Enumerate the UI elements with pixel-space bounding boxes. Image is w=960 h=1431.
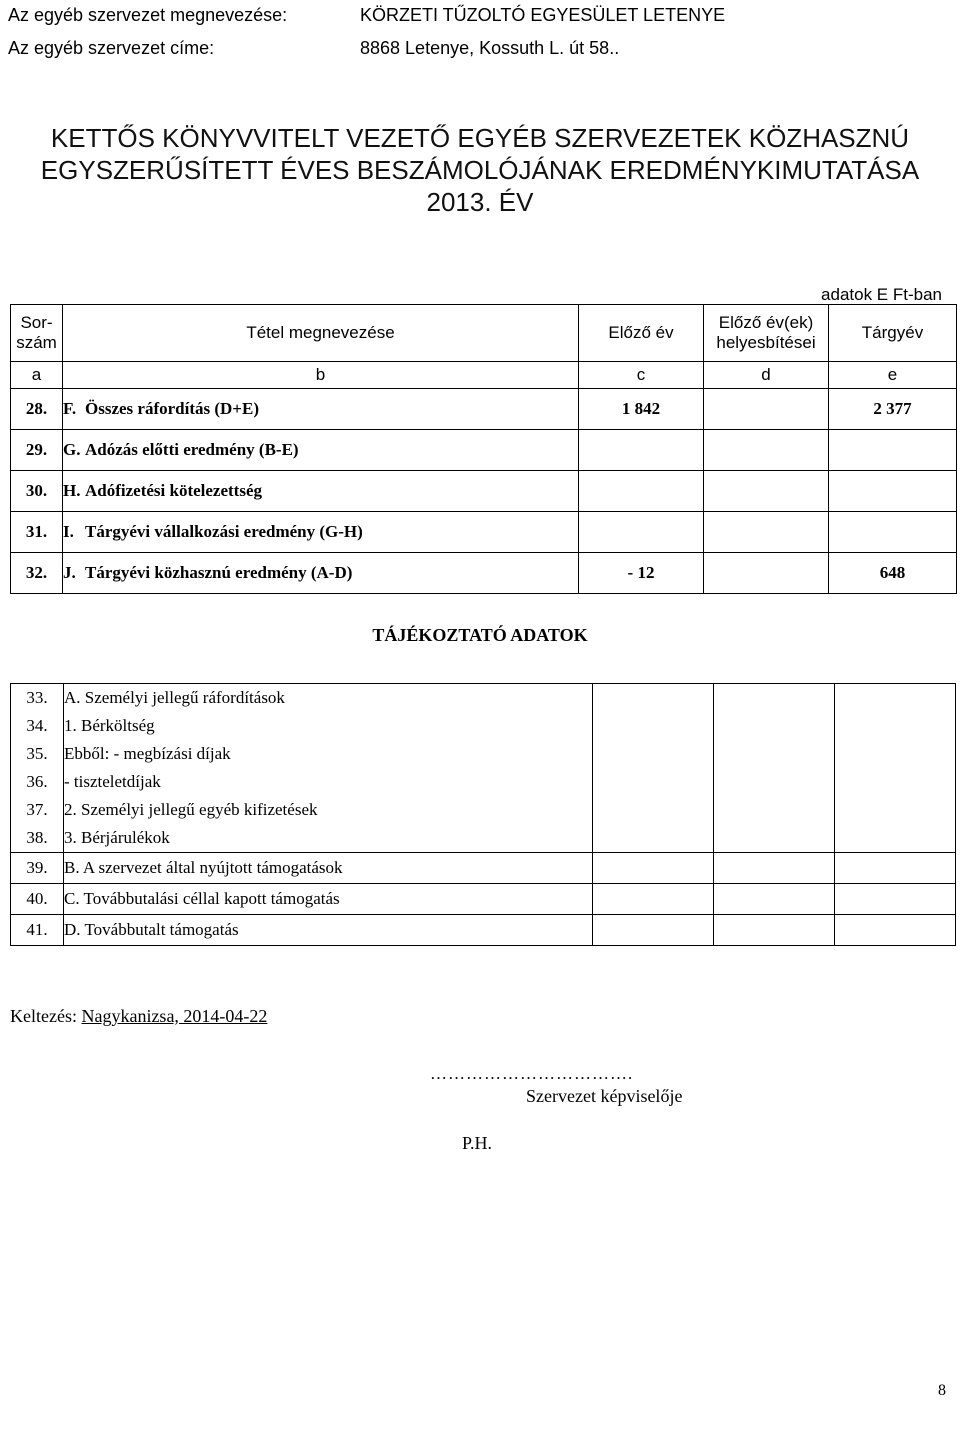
row-curr-value: 648 <box>829 553 957 594</box>
info-row-text: 2. Személyi jellegű egyéb kifizetések <box>64 796 593 824</box>
info-table <box>10 683 956 946</box>
info-cell <box>714 796 835 824</box>
info-row-text: C. Továbbutalási céllal kapott támogatás <box>64 884 593 915</box>
info-cell <box>714 824 835 853</box>
info-row-number: 40. <box>11 884 64 915</box>
row-number: 30. <box>11 471 63 512</box>
info-cell <box>593 853 714 884</box>
unit-note: adatok E Ft-ban <box>821 285 942 304</box>
info-cell <box>714 712 835 740</box>
info-cell <box>835 684 956 713</box>
row-prev-value <box>579 430 704 471</box>
stamp-placeholder: P.H. <box>462 1133 493 1153</box>
info-row-number: 41. <box>11 915 64 946</box>
col-sorszam-line2: szám <box>16 333 57 352</box>
row-number: 32. <box>11 553 63 594</box>
row-corr-value <box>704 389 829 430</box>
info-row-text: 3. Bérjárulékok <box>64 824 593 853</box>
info-row <box>11 712 956 740</box>
info-row-text: - tiszteletdíjak <box>64 768 593 796</box>
row-text: Adófizetési kötelezettség <box>85 481 263 500</box>
row-number: 28. <box>11 389 63 430</box>
row-prev-value <box>579 471 704 512</box>
row-text: Összes ráfordítás (D+E) <box>85 399 259 418</box>
info-cell <box>714 853 835 884</box>
col-helyesbites-header <box>704 305 829 362</box>
org-name-label: Az egyéb szervezet megnevezése: <box>8 5 288 25</box>
info-row <box>11 884 956 915</box>
report-title-year: 2013. ÉV <box>426 187 534 217</box>
letter-cell: d <box>704 362 829 389</box>
org-name-value: KÖRZETI TŰZOLTÓ EGYESÜLET LETENYE <box>360 5 726 25</box>
info-row-number: 35. <box>11 740 64 768</box>
info-row-number: 34. <box>11 712 64 740</box>
row-number: 29. <box>11 430 63 471</box>
row-prev-value: - 12 <box>579 553 704 594</box>
signature-line: ……………………………. <box>430 1064 634 1083</box>
report-title-line2: EGYSZERŰSÍTETT ÉVES BESZÁMOLÓJÁNAK EREDMÉNYKIMUTATÁSA <box>40 155 920 185</box>
info-cell <box>593 915 714 946</box>
info-row-text: Ebből: - megbízási díjak <box>64 740 593 768</box>
table-header-row <box>11 305 957 362</box>
info-cell <box>835 712 956 740</box>
info-cell <box>593 684 714 713</box>
date-value: Nagykanizsa, 2014-04-22 <box>81 1006 268 1026</box>
col-sorszam-header <box>11 305 63 362</box>
info-row-number: 38. <box>11 824 64 853</box>
signature-label: Szervezet képviselője <box>526 1086 683 1106</box>
row-label <box>63 389 579 430</box>
row-label <box>63 512 579 553</box>
letter-cell: e <box>829 362 957 389</box>
col-elozo-header: Előző év <box>579 305 704 362</box>
info-cell <box>593 768 714 796</box>
row-curr-value <box>829 430 957 471</box>
row-letter: J. <box>63 563 76 582</box>
date-line <box>10 1006 267 1027</box>
row-number: 31. <box>11 512 63 553</box>
info-row-text: B. A szervezet által nyújtott támogatások <box>64 853 593 884</box>
col-sorszam-line1: Sor- <box>20 313 53 332</box>
info-row-number: 39. <box>11 853 64 884</box>
info-row <box>11 915 956 946</box>
col-helyesbites-line1: Előző év(ek) <box>718 313 814 332</box>
info-cell <box>835 915 956 946</box>
org-address-value: 8868 Letenye, Kossuth L. út 58.. <box>360 38 620 58</box>
row-corr-value <box>704 512 829 553</box>
info-cell <box>593 884 714 915</box>
col-tetel-header: Tétel megnevezése <box>63 305 579 362</box>
info-row-text: D. Továbbutalt támogatás <box>64 915 593 946</box>
info-cell <box>714 740 835 768</box>
letter-cell: a <box>11 362 63 389</box>
row-text: Tárgyévi közhasznú eredmény (A-D) <box>85 563 353 582</box>
info-row-number: 33. <box>11 684 64 713</box>
row-label <box>63 430 579 471</box>
row-corr-value <box>704 430 829 471</box>
row-text: Tárgyévi vállalkozási eredmény (G-H) <box>85 522 363 541</box>
col-targyev-header: Tárgyév <box>829 305 957 362</box>
info-cell <box>835 768 956 796</box>
row-label <box>63 553 579 594</box>
info-row <box>11 740 956 768</box>
row-corr-value <box>704 471 829 512</box>
row-prev-value: 1 842 <box>579 389 704 430</box>
info-row-text: 1. Bérköltség <box>64 712 593 740</box>
row-letter: H. <box>63 481 81 500</box>
row-letter: F. <box>63 399 77 418</box>
letter-cell: b <box>63 362 579 389</box>
table-row <box>11 553 957 594</box>
info-heading: TÁJÉKOZTATÓ ADATOK <box>372 625 588 645</box>
row-curr-value <box>829 512 957 553</box>
info-cell <box>714 884 835 915</box>
info-cell <box>593 712 714 740</box>
row-curr-value <box>829 471 957 512</box>
info-cell <box>714 915 835 946</box>
info-cell <box>714 768 835 796</box>
info-cell <box>835 884 956 915</box>
col-helyesbites-line2: helyesbítései <box>716 333 816 352</box>
table-row <box>11 471 957 512</box>
info-row <box>11 796 956 824</box>
column-letter-row <box>11 362 957 389</box>
info-row-number: 36. <box>11 768 64 796</box>
date-label: Keltezés: <box>10 1006 77 1026</box>
report-title-line1: KETTŐS KÖNYVVITELT VEZETŐ EGYÉB SZERVEZETEK KÖZHASZNÚ <box>50 123 910 153</box>
row-label <box>63 471 579 512</box>
info-cell <box>835 796 956 824</box>
info-cell <box>593 796 714 824</box>
org-address-label: Az egyéb szervezet címe: <box>8 38 215 58</box>
table-row <box>11 430 957 471</box>
income-statement-table <box>10 304 957 594</box>
info-cell <box>714 684 835 713</box>
row-prev-value <box>579 512 704 553</box>
info-row <box>11 853 956 884</box>
info-row <box>11 824 956 853</box>
info-cell <box>835 740 956 768</box>
info-cell <box>835 853 956 884</box>
info-cell <box>593 740 714 768</box>
info-row <box>11 684 956 713</box>
info-row <box>11 768 956 796</box>
table-row <box>11 389 957 430</box>
table-row <box>11 512 957 553</box>
page-number: 8 <box>938 1382 946 1399</box>
row-letter: I. <box>63 522 74 541</box>
row-curr-value: 2 377 <box>829 389 957 430</box>
info-row-text: A. Személyi jellegű ráfordítások <box>64 684 593 713</box>
info-cell <box>835 824 956 853</box>
row-letter: G. <box>63 440 81 459</box>
row-text: Adózás előtti eredmény (B-E) <box>85 440 299 459</box>
row-corr-value <box>704 553 829 594</box>
info-row-number: 37. <box>11 796 64 824</box>
info-cell <box>593 824 714 853</box>
letter-cell: c <box>579 362 704 389</box>
